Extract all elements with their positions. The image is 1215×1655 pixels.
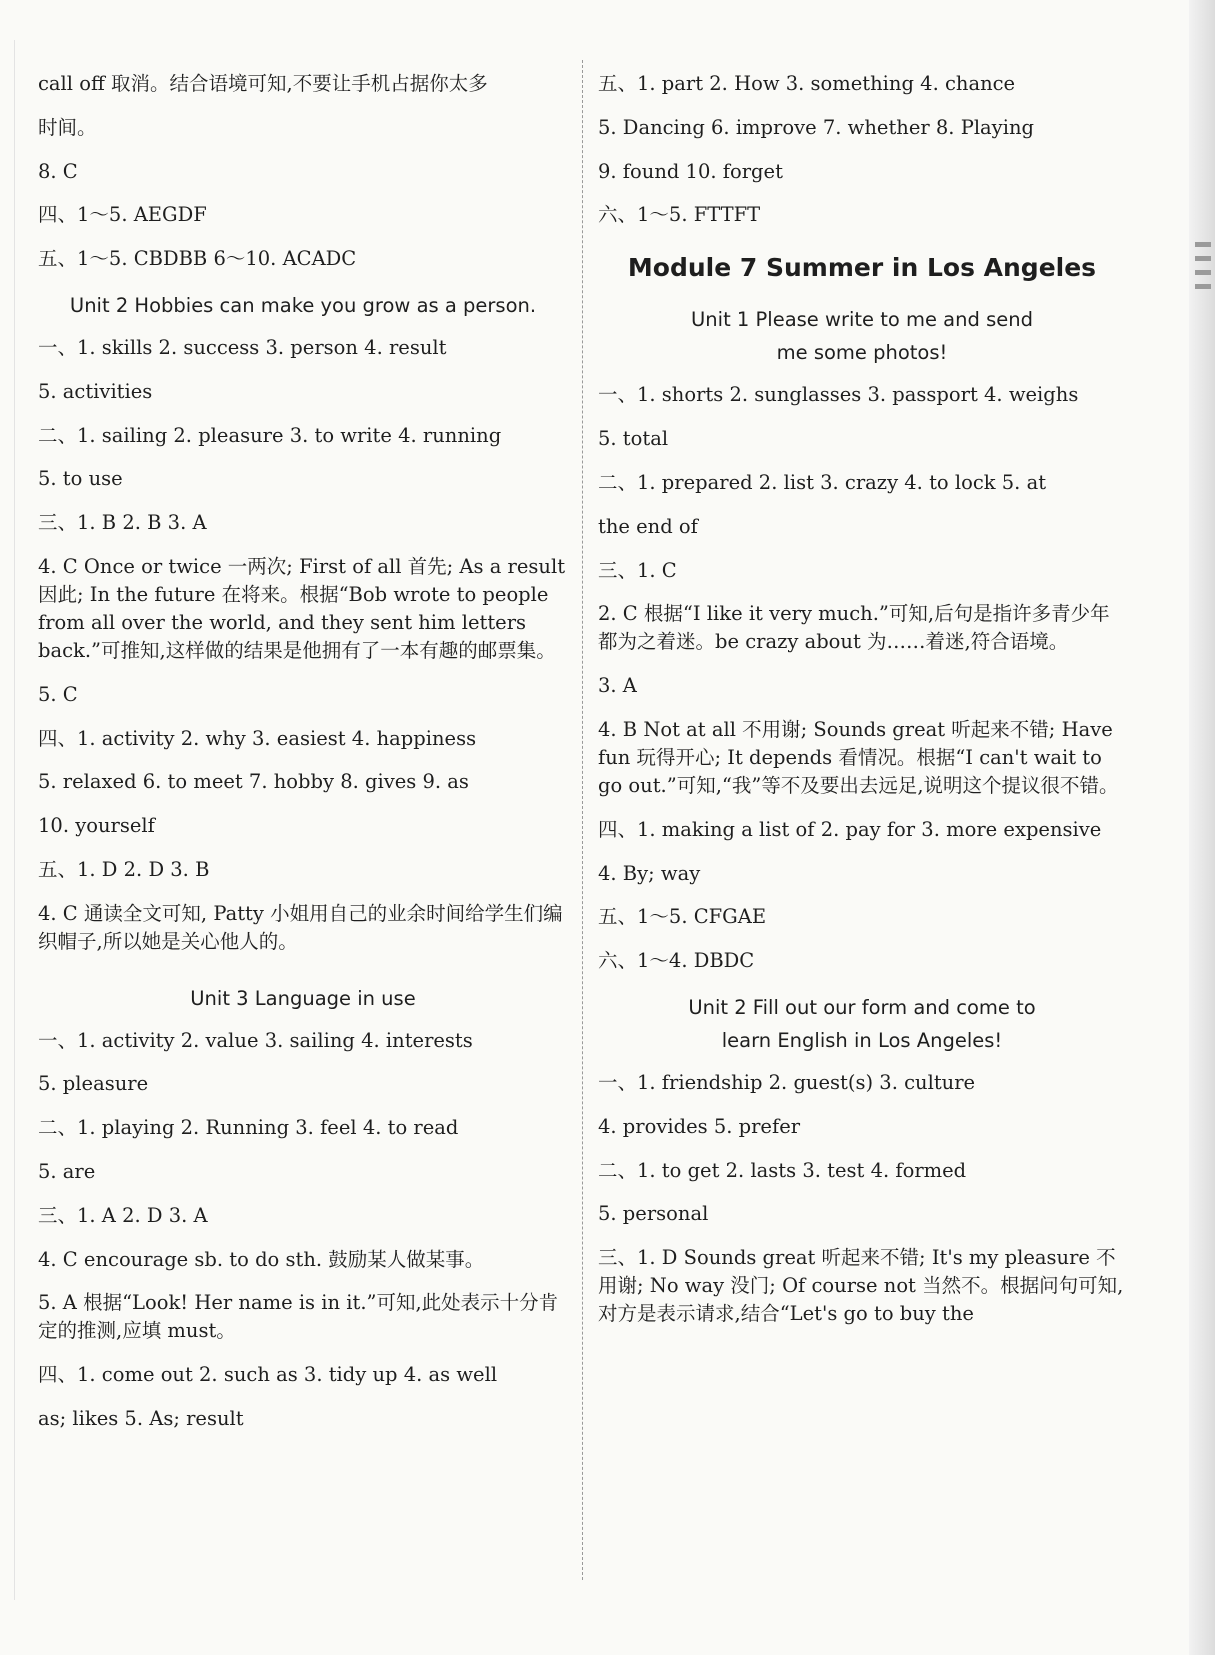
answer-explanation: 4. C Once or twice 一两次; First of all 首先; As a result 因此; In the future 在将来。根据“Bob wrote to people from all over the world, and they sent him letters back.”可推知,这样做的结果是他拥有了一本有趣的邮票集。	[38, 554, 566, 662]
answer-line: 5. pleasure	[38, 1072, 149, 1096]
answer-line: 4. C encourage sb. to do sth. 鼓励某人做某事。	[38, 1247, 485, 1271]
answer-line: as; likes 5. As; result	[38, 1406, 244, 1430]
edge-tab-mark	[1195, 270, 1211, 275]
answer-line: 五、1～5. CFGAE	[598, 905, 767, 929]
edge-tab-mark	[1195, 284, 1211, 289]
unit-1-heading: Unit 1 Please write to me and send	[691, 308, 1033, 332]
unit-2-heading-right: Unit 2 Fill out our form and come to	[688, 995, 1036, 1019]
answer-line: 四、1～5. AEGDF	[38, 203, 207, 227]
answer-line: 10. yourself	[38, 814, 155, 838]
edge-tab-mark	[1195, 256, 1211, 261]
answer-line: 五、1. D 2. D 3. B	[38, 857, 210, 881]
answer-line: 时间。	[38, 115, 97, 139]
answer-line: 四、1. activity 2. why 3. easiest 4. happiness	[38, 726, 477, 750]
answer-line: 9. found 10. forget	[598, 159, 783, 183]
answer-line: 一、1. shorts 2. sunglasses 3. passport 4. weighs	[598, 383, 1079, 407]
answer-line: 5. relaxed 6. to meet 7. hobby 8. gives 9. as	[38, 770, 469, 794]
answer-line: 一、1. friendship 2. guest(s) 3. culture	[598, 1070, 976, 1094]
answer-line: 三、1. C	[598, 558, 677, 582]
answer-line: 5. to use	[38, 467, 123, 491]
answer-line: 五、1. part 2. How 3. something 4. chance	[598, 72, 1016, 95]
answer-line: 5. personal	[598, 1202, 709, 1226]
edge-tab-mark	[1195, 242, 1211, 247]
unit-3-heading: Unit 3 Language in use	[190, 986, 416, 1010]
answer-line: 4. provides 5. prefer	[598, 1114, 801, 1138]
column-divider	[582, 60, 583, 1580]
answer-line: 二、1. to get 2. lasts 3. test 4. formed	[598, 1158, 967, 1182]
answer-line: 5. are	[38, 1159, 96, 1183]
answer-line: 三、1. A 2. D 3. A	[38, 1203, 208, 1227]
answer-line: 一、1. activity 2. value 3. sailing 4. interests	[38, 1028, 473, 1052]
left-column	[38, 70, 568, 1449]
answer-line: 四、1. come out 2. such as 3. tidy up 4. as well	[38, 1363, 498, 1387]
answer-line: 5. C	[38, 682, 78, 706]
answer-line: 四、1. making a list of 2. pay for 3. more expensive	[598, 817, 1102, 841]
right-page-edge	[1189, 0, 1215, 1655]
answer-explanation: 2. C 根据“I like it very much.”可知,后句是指许多青少年都为之着迷。be crazy about 为……着迷,符合语境。	[598, 602, 1110, 654]
answer-line: call off 取消。结合语境可知,不要让手机占据你太多	[38, 72, 488, 95]
answer-line: 三、1. B 2. B 3. A	[38, 511, 207, 535]
answer-line: 二、1. prepared 2. list 3. crazy 4. to lock 5. at	[598, 470, 1047, 494]
answer-line: 8. C	[38, 159, 78, 183]
answer-line: 二、1. sailing 2. pleasure 3. to write 4. running	[38, 423, 502, 447]
unit-2-heading: Unit 2 Hobbies can make you grow as a person.	[69, 293, 537, 317]
answer-explanation: 三、1. D Sounds great 听起来不错; It's my pleasure 不用谢; No way 没门; Of course not 当然不。根据问句可知,对方是表示请求,结合“Let's go to buy the	[598, 1246, 1124, 1326]
answer-explanation: 4. B Not at all 不用谢; Sounds great 听起来不错; Have fun 玩得开心; It depends 看情况。根据“I can't wait to go out.”可知,“我”等不及要出去远足,说明这个提议很不错。	[598, 717, 1119, 797]
answer-line: 4. By; way	[598, 861, 701, 885]
answer-line: 二、1. playing 2. Running 3. feel 4. to read	[38, 1116, 459, 1140]
answer-line: 5. activities	[38, 379, 153, 403]
left-page-edge	[0, 40, 15, 1600]
answer-line: the end of	[598, 514, 698, 538]
answer-line: 5. total	[598, 427, 669, 451]
module-title: Module 7 Summer in Los Angeles	[627, 253, 1097, 283]
answer-line: 五、1～5. CBDBB 6～10. ACADC	[38, 247, 357, 271]
unit-1-heading-cont: me some photos!	[776, 341, 948, 365]
unit-2-heading-right-cont: learn English in Los Angeles!	[721, 1028, 1003, 1052]
answer-line: 六、1～5. FTTFT	[598, 203, 761, 227]
answer-line: 六、1～4. DBDC	[598, 949, 755, 973]
answer-line: 一、1. skills 2. success 3. person 4. result	[38, 335, 447, 359]
right-column	[598, 70, 1126, 1344]
answer-explanation: 4. C 通读全文可知, Patty 小姐用自己的业余时间给学生们编织帽子,所以她是关心他人的。	[38, 901, 563, 953]
answer-line: 5. Dancing 6. improve 7. whether 8. Playing	[598, 115, 1034, 139]
answer-line: 3. A	[598, 674, 637, 698]
answer-explanation: 5. A 根据“Look! Her name is in it.”可知,此处表示十分肯定的推测,应填 must。	[38, 1291, 559, 1343]
